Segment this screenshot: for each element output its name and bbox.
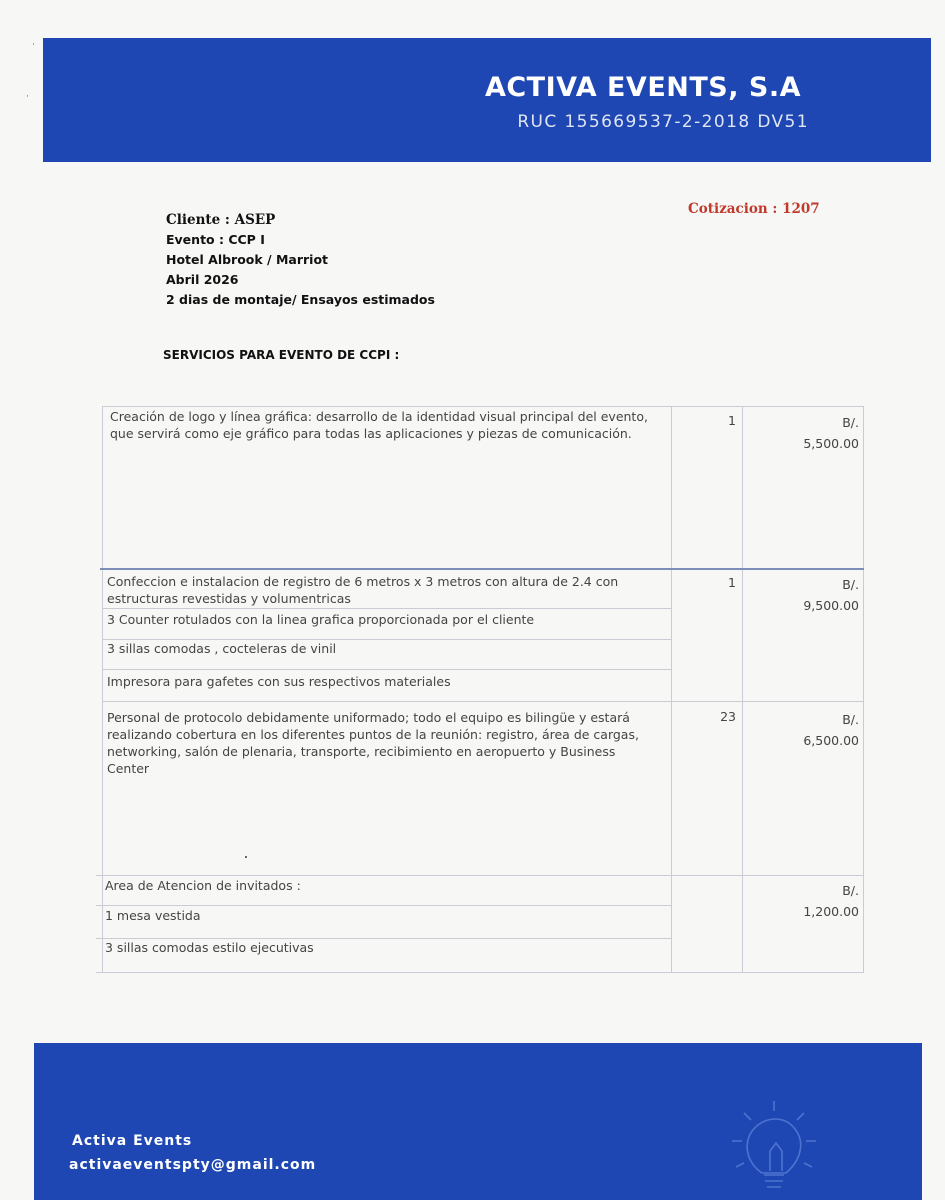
sub-row-divider	[96, 905, 672, 906]
sub-item: 3 sillas comodas , cocteleras de vinil	[107, 641, 337, 656]
event-date: Abril 2026	[166, 272, 239, 287]
quote-number: Cotizacion : 1207	[688, 201, 820, 217]
row-divider	[100, 568, 864, 570]
service-qty: 23	[720, 709, 736, 724]
company-ruc: RUC 155669537-2-2018 DV51	[517, 112, 809, 132]
price-currency: B/.	[842, 577, 859, 592]
description-line: Confeccion e instalacion de registro de 6 metros x 3 metros con altura de 2.4 con	[107, 574, 619, 589]
service-description	[110, 408, 648, 442]
event-name: Evento : CCP I	[166, 232, 265, 247]
header-band	[43, 38, 931, 162]
service-price	[769, 709, 859, 751]
description-line: estructuras revestidas y volumentricas	[107, 591, 351, 606]
service-price	[769, 574, 859, 616]
scan-speck: ·	[96, 40, 99, 50]
sub-row-divider	[102, 669, 672, 670]
sub-item: 1 mesa vestida	[105, 908, 201, 923]
table-column-divider	[671, 406, 672, 973]
footer-band	[34, 1043, 922, 1200]
scan-speck	[245, 856, 247, 858]
description-line: Center	[107, 761, 150, 776]
table-border-bottom	[96, 972, 864, 973]
scan-speck: ·	[26, 92, 29, 102]
price-currency: B/.	[842, 712, 859, 727]
description-line: networking, salón de plenaria, transporte, recibimiento en aeropuerto y Business	[107, 744, 616, 759]
services-table	[96, 403, 864, 973]
service-qty: 1	[728, 413, 736, 428]
service-price	[769, 412, 859, 454]
description-line: realizando cobertura en los diferentes puntos de la reunión: registro, área de cargas,	[107, 727, 639, 742]
venue: Hotel Albrook / Marriot	[166, 252, 329, 267]
service-description	[107, 709, 639, 777]
sub-row-divider	[102, 608, 672, 609]
price-currency: B/.	[842, 883, 859, 898]
lightbulb-icon	[724, 1095, 824, 1200]
setup-days: 2 dias de montaje/ Ensayos estimados	[166, 292, 435, 307]
client-info	[166, 210, 435, 310]
table-border-right	[863, 406, 864, 973]
description-line: Creación de logo y línea gráfica: desarrollo de la identidad visual principal del evento,	[110, 409, 648, 424]
service-description: Area de Atencion de invitados :	[105, 878, 301, 893]
price-amount: 1,200.00	[803, 904, 859, 919]
table-border-top	[102, 406, 864, 407]
sub-item: Impresora para gafetes con sus respectivos materiales	[107, 674, 451, 689]
scan-speck: ·	[32, 40, 35, 50]
client-name: Cliente : ASEP	[166, 212, 276, 228]
service-description	[107, 573, 618, 607]
description-line: que servirá como eje gráfico para todas las aplicaciones y piezas de comunicación.	[110, 426, 632, 441]
price-amount: 9,500.00	[803, 598, 859, 613]
footer-company-name: Activa Events	[72, 1133, 193, 1149]
sub-item: 3 Counter rotulados con la linea grafica proporcionada por el cliente	[107, 612, 535, 627]
description-line: Personal de protocolo debidamente uniformado; todo el equipo es bilingüe y estará	[107, 710, 630, 725]
table-border-left	[102, 406, 103, 973]
price-currency: B/.	[842, 415, 859, 430]
row-divider	[96, 875, 864, 876]
services-title: SERVICIOS PARA EVENTO DE CCPI :	[163, 348, 400, 362]
price-amount: 5,500.00	[803, 436, 859, 451]
service-qty: 1	[728, 575, 736, 590]
row-divider	[102, 701, 864, 702]
sub-item: 3 sillas comodas estilo ejecutivas	[105, 940, 314, 955]
footer-email: activaeventspty@gmail.com	[69, 1157, 317, 1173]
price-amount: 6,500.00	[803, 733, 859, 748]
service-price	[769, 880, 859, 922]
company-name: ACTIVA EVENTS, S.A	[484, 72, 801, 103]
table-column-divider	[742, 406, 743, 973]
